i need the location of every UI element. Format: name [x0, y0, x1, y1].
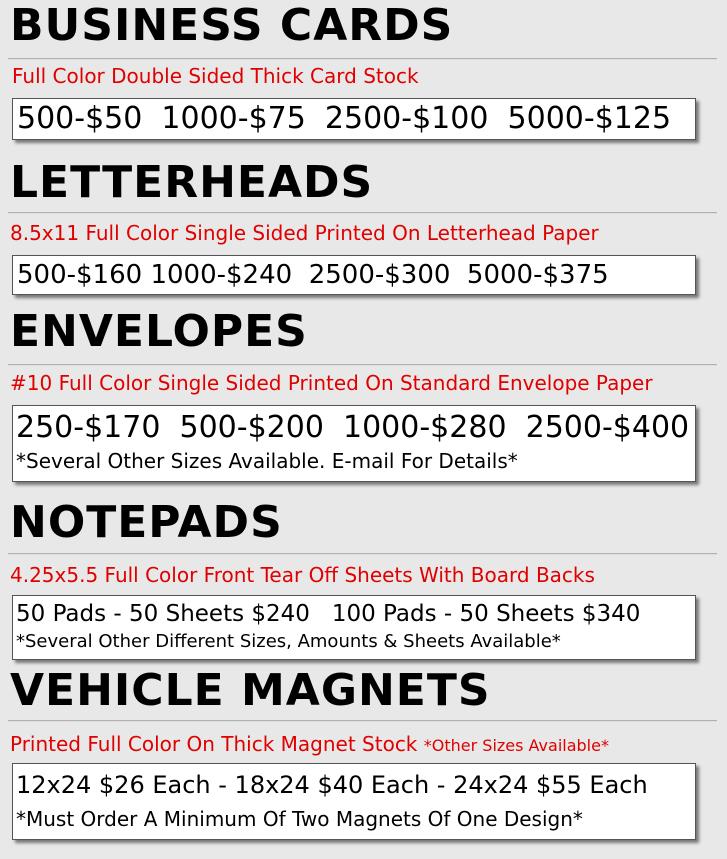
- heading-envelopes: ENVELOPES: [10, 306, 308, 357]
- heading-business-cards: BUSINESS CARDS: [10, 0, 454, 51]
- price-box-business-cards: [12, 98, 696, 140]
- prices-vehicle-magnets: 12x24 $26 Each - 18x24 $40 Each - 24x24 $55 Each: [16, 771, 648, 799]
- subtitle-business-cards: Full Color Double Sided Thick Card Stock: [12, 64, 419, 88]
- note-envelopes: *Several Other Sizes Available. E-mail For Details*: [16, 449, 518, 473]
- subtitle-vehicle-magnets: [10, 732, 609, 756]
- subtitle-vehicle-magnets-extra: *Other Sizes Available*: [423, 736, 609, 755]
- subtitle-vehicle-magnets-main: Printed Full Color On Thick Magnet Stock: [10, 732, 418, 756]
- divider: [8, 212, 717, 214]
- heading-letterheads: LETTERHEADS: [10, 157, 374, 208]
- price-box-notepads: [12, 595, 696, 660]
- divider: [8, 553, 717, 555]
- note-notepads: *Several Other Different Sizes, Amounts & Sheets Available*: [16, 631, 561, 652]
- divider: [8, 58, 717, 60]
- note-vehicle-magnets: *Must Order A Minimum Of Two Magnets Of One Design*: [16, 807, 583, 831]
- subtitle-envelopes: #10 Full Color Single Sided Printed On Standard Envelope Paper: [10, 371, 653, 395]
- prices-envelopes: 250-$170 500-$200 1000-$280 2500-$400: [16, 410, 690, 445]
- heading-notepads: NOTEPADS: [10, 497, 283, 548]
- price-box-vehicle-magnets: [12, 763, 696, 840]
- price-box-envelopes: [12, 405, 696, 482]
- prices-letterheads: 500-$160 1000-$240 2500-$300 5000-$375: [17, 260, 609, 290]
- divider: [8, 720, 717, 722]
- subtitle-notepads: 4.25x5.5 Full Color Front Tear Off Sheets With Board Backs: [10, 563, 595, 587]
- prices-notepads: 50 Pads - 50 Sheets $240 100 Pads - 50 Sheets $340: [16, 601, 641, 627]
- price-box-letterheads: [12, 255, 696, 295]
- subtitle-letterheads: 8.5x11 Full Color Single Sided Printed On Letterhead Paper: [10, 221, 599, 245]
- heading-vehicle-magnets: VEHICLE MAGNETS: [10, 665, 491, 716]
- divider: [8, 364, 717, 366]
- prices-business-cards: 500-$50 1000-$75 2500-$100 5000-$125: [17, 101, 672, 136]
